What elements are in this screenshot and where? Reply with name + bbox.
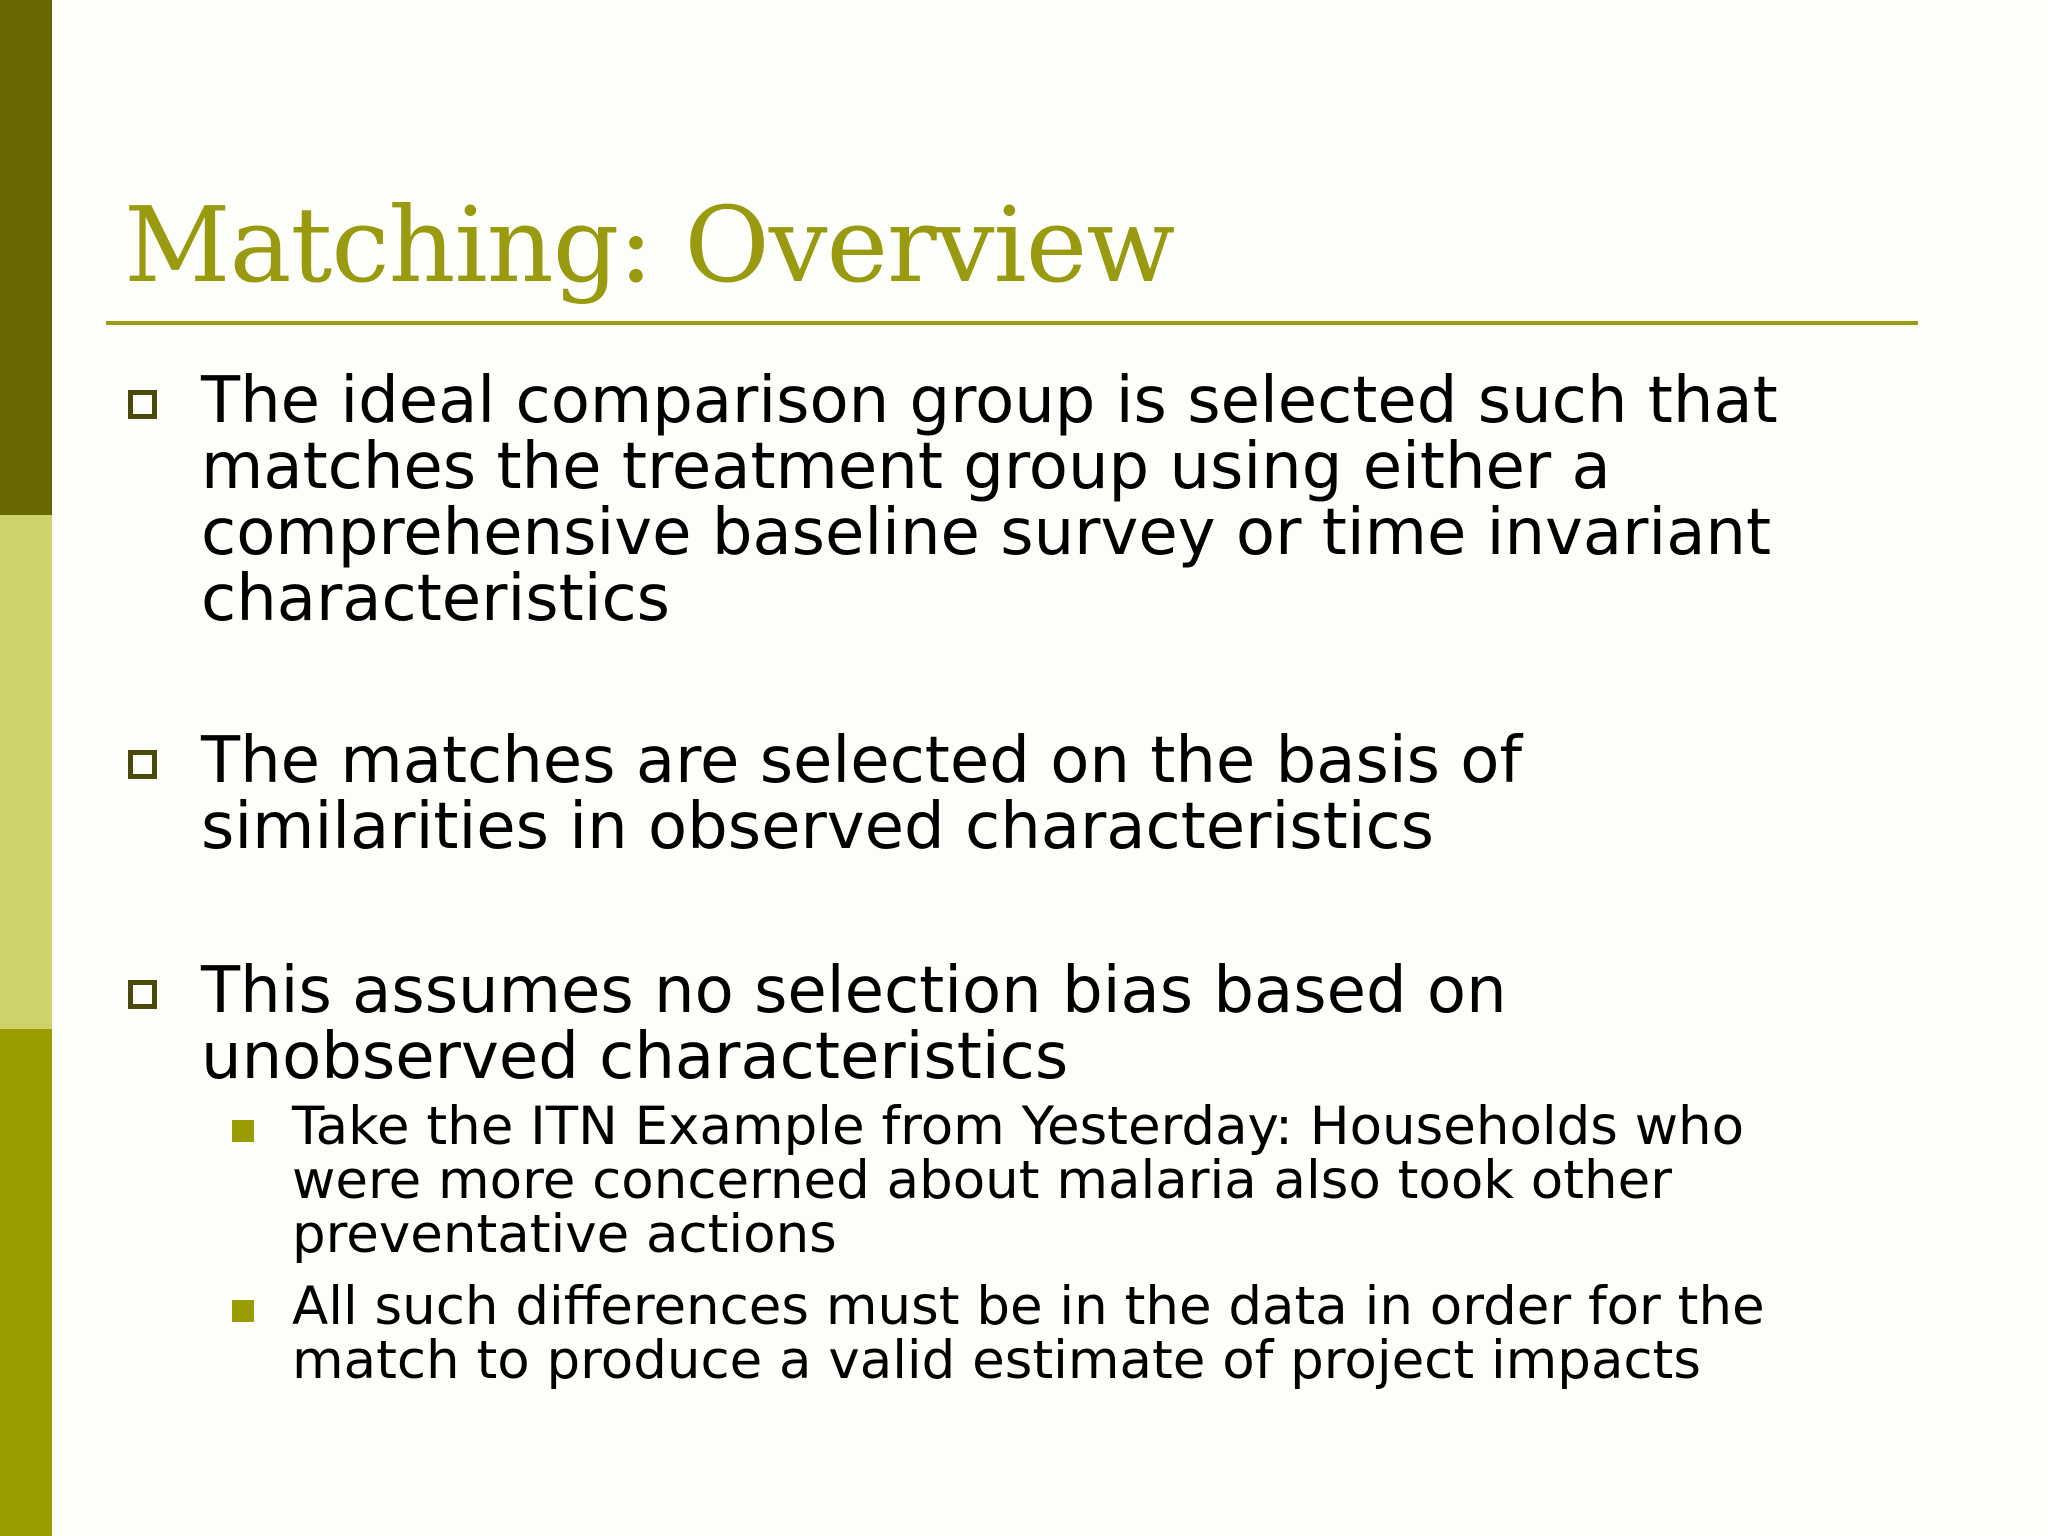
bullet-text: This assumes no selection bias based on unobserved characteristics [201,954,1507,1094]
bullet-text: The ideal comparison group is selected such that matches the treatment group using either a comprehensive baseline survey or time invariant characteristics [201,364,1778,636]
filled-square-icon [232,1120,254,1142]
accent-bar-dark-segment [0,0,52,515]
title-underline [106,321,1918,325]
sub-bullet-text: All such differences must be in the data in order for the match to produce a valid estimate of project impacts [292,1276,1765,1391]
slide-title: Matching: Overview [124,184,1175,306]
hollow-square-icon [128,750,157,779]
filled-square-icon [232,1300,254,1322]
bullet-text: The matches are selected on the basis of similarities in observed characteristics [201,724,1522,864]
sub-bullet-text: Take the ITN Example from Yesterday: Households who were more concerned about malaria also took other preventative actions [292,1096,1745,1265]
left-accent-bar [0,0,52,1536]
accent-bar-light-segment [0,515,52,1029]
hollow-square-icon [128,980,157,1009]
hollow-square-icon [128,390,157,419]
accent-bar-mid-segment [0,1029,52,1536]
